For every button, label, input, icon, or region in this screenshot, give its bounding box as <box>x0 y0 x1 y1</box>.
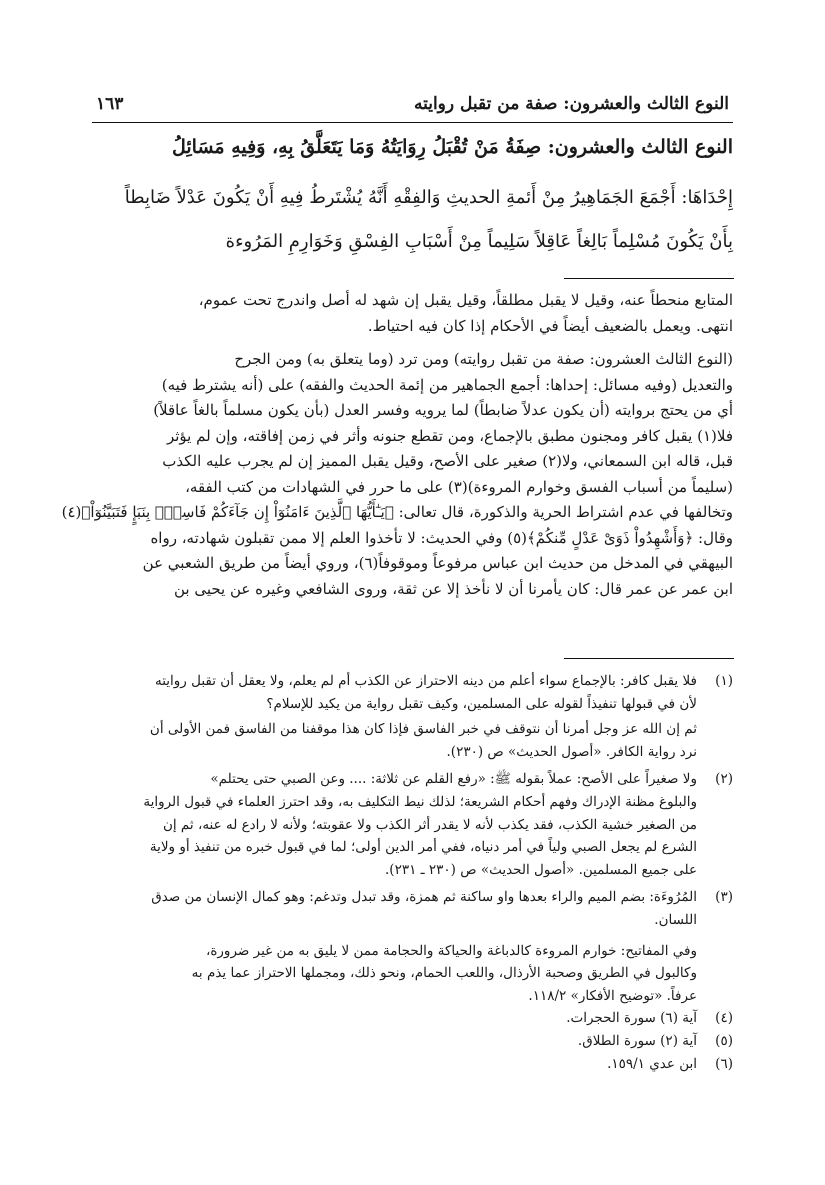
footnote-5 <box>92 1030 733 1053</box>
footnote-line: نرد رواية الكافر. «أصول الحديث» ص (٢٣٠). <box>446 743 697 760</box>
commentary-line: (النوع الثالث العشرون: صفة من تقبل روايته) ومن ترد (وما يتعلق به) ومن الجرح <box>234 350 733 368</box>
commentary-line: وقال: ﴿وَأَشْهِدُواْ ذَوَىْ عَدْلٍ مِّنكُمْ﴾(٥) وفي الحديث: لا تأخذوا العلم إلا ممن تقبلون شهادته، رواه <box>150 528 733 547</box>
chapter-heading: النوع الثالث والعشرون: صِفَةُ مَنْ تُقْبَلُ رِوَايَتُهُ وَمَا يَتَعَلَّقُ بِهِ، وَفِيهِ مَسَائِلُ <box>171 136 733 158</box>
footnote-1-continuation <box>92 718 733 763</box>
main-text-line: بِأَنْ يَكُونَ مُسْلِماً بَالِغاً عَاقِلاً سَلِيماً مِنْ أَسْبَابِ الفِسْقِ وَخَوَارِمِ المَرُوءة <box>225 231 733 252</box>
footnotes <box>92 670 733 1075</box>
footnote-line: ابن عدي ١٥٩/١. <box>607 1055 697 1072</box>
footnote-number: (٣) <box>715 889 733 906</box>
main-text-line: إِحْدَاهَا: أَجْمَعَ الجَمَاهِيرُ مِنْ أَئمةِ الحديثِ وَالفِقْهِ أَنَّهُ يُشْتَرطُ فِيهِ أَنْ يَكُونَ عَدْلاً ضَابِطاً <box>124 187 733 208</box>
footnote-4 <box>92 1007 733 1030</box>
commentary-line: أي من يحتج بروايته (أن يكون عدلاً ضابطاً) لما يرويه وفسر العدل (بأن يكون مسلماً بالغاً عاقلاً) <box>153 401 733 419</box>
footnote-1 <box>92 670 733 715</box>
main-text <box>92 176 733 264</box>
footnote-line: فلا يقبل كافر: بالإجماع سواء أعلم من دينه الاحتراز عن الكذب أم لم يعلم، ولا يعقل أن تقبل روايته <box>154 673 697 689</box>
commentary-line: قبل، قاله ابن السمعاني، ولا(٢) صغير على الأصح، وقيل يقبل المميز إن لم يجرب عليه الكذب <box>162 452 733 470</box>
footnote-3 <box>92 886 733 931</box>
footnote-line: المُرُوءَة: بضم الميم والراء بعدها واو ساكنة ثم همزة، وقد تبدل وتدغم: وهو كمال الإنسان من صدق <box>151 889 697 906</box>
footnote-3-continuation <box>92 940 733 1008</box>
footnote-number: (٤) <box>715 1010 733 1027</box>
commentary-line: البيهقي في المدخل من حديث ابن عباس مرفوعاً وموقوفاً(٦)، وروي أيضاً من طريق الشعبي عن <box>142 554 733 572</box>
commentary-line: المتابع منحطاً عنه، وقيل لا يقبل مطلقاً، وقيل يقبل إن شهد له أصل واندرج تحت عموم، <box>198 291 733 309</box>
footnote-line: لأن في قبولها تنفيذاً لقوله على المسلمين، وكيف تقبل رواية من يكيد للإسلام؟ <box>266 695 697 712</box>
commentary-line: وتخالفها في عدم اشتراط الحرية والذكورة، قال تعالى: ﴿يَـٰٓأَيُّهَا ٱلَّذِينَ ءَامَنُوٓاْ إِن جَآءَكُمْ فَاسِقُۢ بِنَبَإٍ فَتَبَيَّنُوٓاْ﴾(٤) <box>61 503 733 521</box>
footnote-line: على جميع المسلمين. «أصول الحديث» ص (٢٣٠ ـ ٢٣١). <box>385 861 697 878</box>
footnote-line: وكالبول في الطريق وصحبة الأرذال، واللعب الحمام، ونحو ذلك، ومجملها الاحتراز عما يذم به <box>191 965 697 982</box>
separator-rule <box>564 278 734 279</box>
footnote-number: (٢) <box>715 771 733 788</box>
footnote-number: (٦) <box>715 1055 733 1072</box>
footnote-number: (١) <box>715 673 733 689</box>
running-title: النوع الثالث والعشرون: صفة من تقبل روايته <box>413 94 729 114</box>
commentary-line: ابن عمر عن عمر قال: كان يأمرنا أن لا نأخذ إلا عن ثقة، وروى الشافعي وغيره عن يحيى بن <box>173 579 733 598</box>
commentary-line: (سليماً من أسباب الفسق وخوارم المروءة)(٣) على ما حرر في الشهادات من كتب الفقه، <box>185 477 733 496</box>
footnote-line: الشرع لم يجعل الصبي ولياً في أمر دنياه، ففي أمر الدين أولى؛ لما في قبول خبره من تنفيذ أو ولاية <box>149 839 697 856</box>
footnote-line: وفي المفاتيح: خوارم المروءة كالدباغة والحياكة والحجامة ممن لا يليق به من غير ضرورة، <box>205 942 697 959</box>
footnote-line: من الصغير خشية الكذب، فقد يكذب لأنه لا يقدر أثر الكذب ولا عقوبته؛ ولأنه لا رادع له عنه، ثم إن <box>162 816 697 833</box>
commentary-line: فلا(١) يقبل كافر ومجنون مطبق بالإجماع، ومن تقطع جنونه وأثر في زمن إفاقته، وإن لم يؤثر <box>166 426 733 445</box>
commentary-text <box>61 288 733 602</box>
footnote-line: آية (٢) سورة الطلاق. <box>577 1032 697 1049</box>
footnote-line: ولا صغيراً على الأصح: عملاً بقوله ﷺ: «رفع القلم عن ثلاثة: .... وعن الصبي حتى يحتلم» <box>210 771 697 788</box>
footnote-line: عرفاً. «توضيح الأفكار» ١١٨/٢. <box>528 987 697 1004</box>
commentary-line: انتهى. ويعمل بالضعيف أيضاً في الأحكام إذا كان فيه احتياط. <box>367 316 733 335</box>
page-number: ١٦٣ <box>96 94 124 114</box>
footnote-line: والبلوغ مظنة الإدراك وفهم أحكام الشريعة؛ لذلك نيط التكليف به، وقد احترز العلماء في قبول الرواية <box>143 793 697 810</box>
running-header <box>92 88 733 123</box>
footnote-rule <box>564 658 734 659</box>
footnote-line: ثم إن الله عز وجل أمرنا أن نتوقف في خبر الفاسق فإذا كان هذا موقفنا من الفاسق فمن الأولى أن <box>149 721 697 738</box>
footnote-line: آية (٦) سورة الحجرات. <box>566 1010 697 1027</box>
footnote-number: (٥) <box>715 1032 733 1049</box>
commentary-line: والتعديل (وفيه مسائل: إحداها: أجمع الجماهير من إئمة الحديث والفقه) على (أنه يشترط فيه) <box>161 375 733 394</box>
footnote-6 <box>92 1053 733 1076</box>
footnote-2 <box>92 768 733 881</box>
footnote-line: اللسان. <box>654 911 697 928</box>
